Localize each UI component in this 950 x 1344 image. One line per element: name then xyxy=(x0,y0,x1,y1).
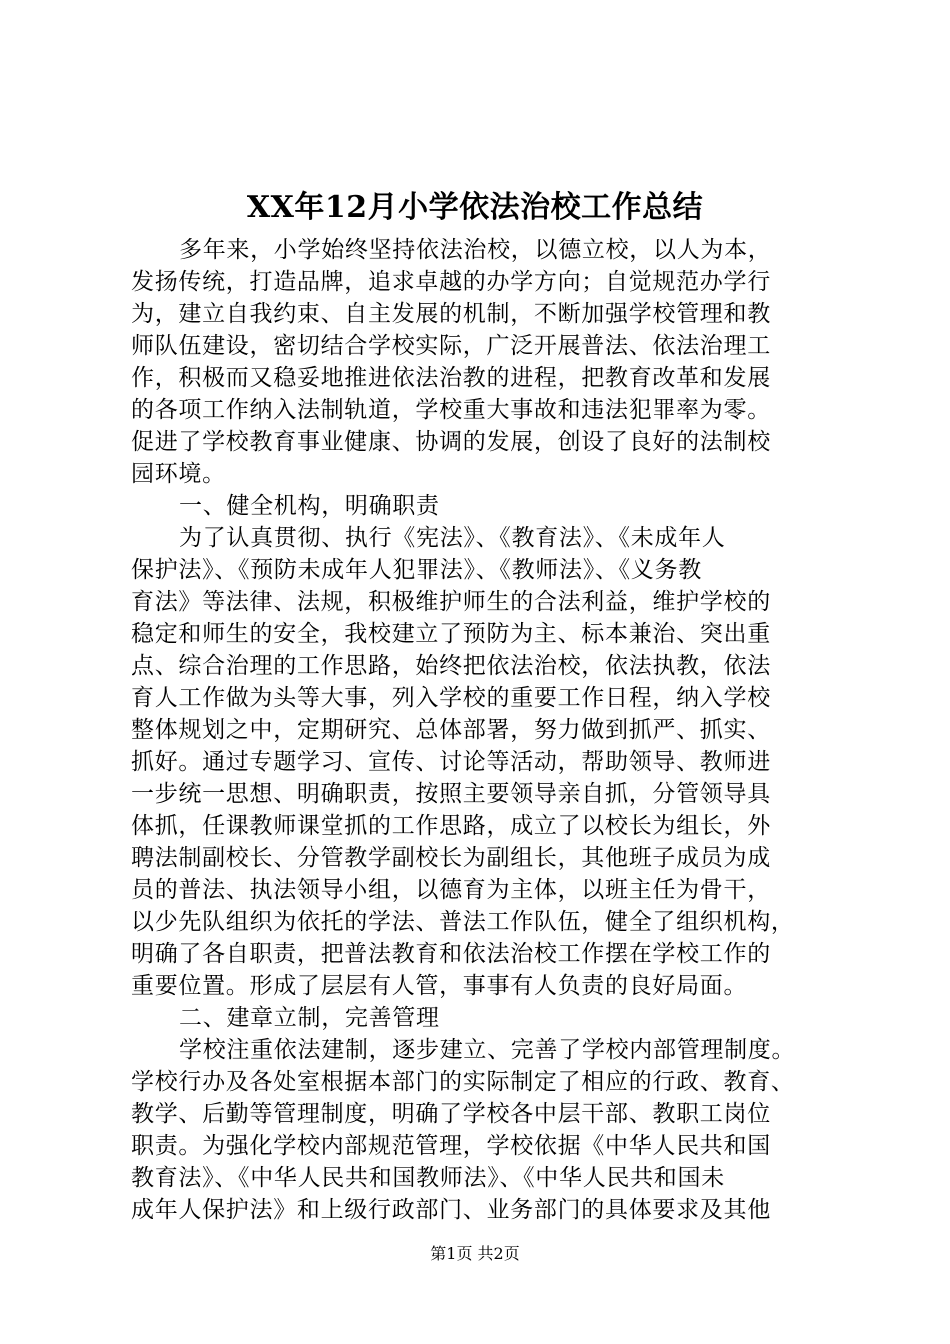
paragraph-line: 聘法制副校长、分管教学副校长为副组长，其他班子成员为成 xyxy=(131,845,771,871)
document-title: XX年12月小学依法治校工作总结 xyxy=(246,190,704,225)
paragraph-line: 点、综合治理的工作思路，始终把依法治校，依法执教，依法 xyxy=(131,653,771,679)
paragraph-line: 为了认真贯彻、执行《宪法》、《教育法》、《未成年人 xyxy=(179,525,726,551)
paragraph-line: 体抓，任课教师课堂抓的工作思路，成立了以校长为组长，外 xyxy=(131,813,771,839)
paragraph-line: 育法》等法律、法规，积极维护师生的合法利益，维护学校的 xyxy=(131,589,771,615)
paragraph-line: 促进了学校教育事业健康、协调的发展，创设了良好的法制校 xyxy=(131,429,771,455)
paragraph-line: 成年人保护法》和上级行政部门、业务部门的具体要求及其他 xyxy=(131,1197,771,1223)
paragraph-line: 发扬传统，打造品牌，追求卓越的办学方向；自觉规范办学行 xyxy=(131,269,771,295)
paragraph-line: 作，积极而又稳妥地推进依法治教的进程，把教育改革和发展 xyxy=(131,365,771,391)
paragraph-line: 员的普法、执法领导小组，以德育为主体，以班主任为骨干， xyxy=(131,877,771,903)
paragraph-line: 师队伍建设，密切结合学校实际，广泛开展普法、依法治理工 xyxy=(131,333,771,359)
paragraph-line: 整体规划之中，定期研究、总体部署，努力做到抓严、抓实、 xyxy=(131,717,771,743)
paragraph-line: 重要位置。形成了层层有人管，事事有人负责的良好局面。 xyxy=(131,973,748,999)
paragraph-line: 学校行办及各处室根据本部门的实际制定了相应的行政、教育、 xyxy=(131,1069,795,1095)
paragraph-line: 园环境。 xyxy=(131,461,226,487)
paragraph-line: 多年来，小学始终坚持依法治校，以德立校，以人为本， xyxy=(179,237,772,263)
paragraph-line: 教育法》、《中华人民共和国教师法》、《中华人民共和国未 xyxy=(131,1165,725,1191)
section-heading: 一、健全机构，明确职责 xyxy=(179,493,440,519)
paragraph-line: 教学、后勤等管理制度，明确了学校各中层干部、教职工岗位 xyxy=(131,1101,771,1127)
paragraph-line: 保护法》、《预防未成年人犯罪法》、《教师法》、《义务教 xyxy=(131,557,702,583)
paragraph-line: 以少先队组织为依托的学法、普法工作队伍，健全了组织机构， xyxy=(131,909,795,935)
page-footer: 第1页 共2页 xyxy=(430,1244,520,1263)
document-body xyxy=(131,234,861,1226)
paragraph-line: 抓好。通过专题学习、宣传、讨论等活动，帮助领导、教师进 xyxy=(131,749,771,775)
section-heading: 二、建章立制，完善管理 xyxy=(179,1005,440,1031)
paragraph-line: 职责。为强化学校内部规范管理，学校依据《中华人民共和国 xyxy=(131,1133,771,1159)
paragraph-line: 育人工作做为头等大事，列入学校的重要工作日程，纳入学校 xyxy=(131,685,771,711)
paragraph-line: 为，建立自我约束、自主发展的机制，不断加强学校管理和教 xyxy=(131,301,771,327)
paragraph-line: 的各项工作纳入法制轨道，学校重大事故和违法犯罪率为零。 xyxy=(131,397,771,423)
paragraph-line: 学校注重依法建制，逐步建立、完善了学校内部管理制度。 xyxy=(179,1037,796,1063)
paragraph-line: 稳定和师生的安全，我校建立了预防为主、标本兼治、突出重 xyxy=(131,621,771,647)
paragraph-line: 明确了各自职责，把普法教育和依法治校工作摆在学校工作的 xyxy=(131,941,771,967)
paragraph-line: 一步统一思想、明确职责，按照主要领导亲自抓，分管领导具 xyxy=(131,781,771,807)
